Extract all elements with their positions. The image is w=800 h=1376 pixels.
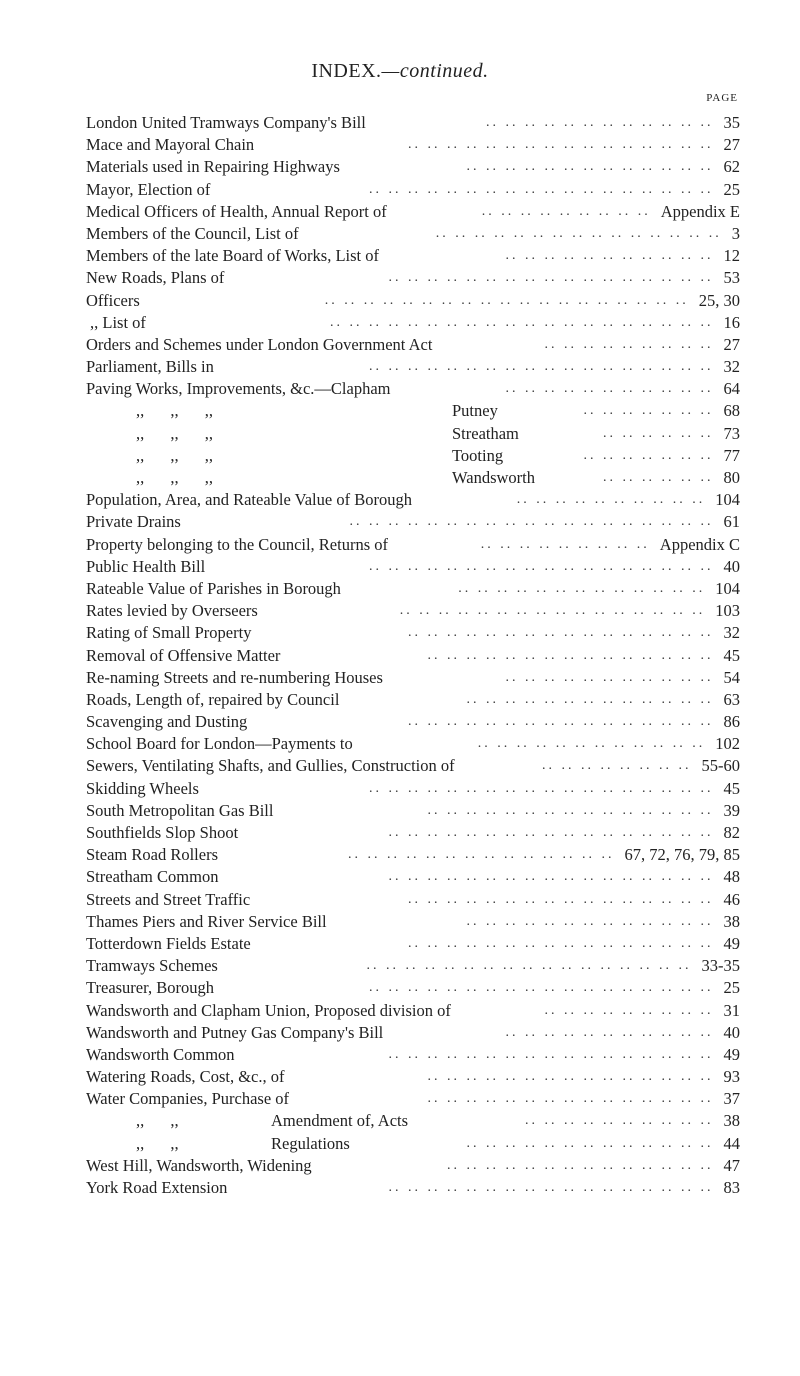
index-entry [86,334,740,356]
index-entry [86,800,740,822]
entry-label: Parliament, Bills in [86,357,214,377]
entry-label: Watering Roads, Cost, &c., of [86,1067,285,1087]
leader-dots: .. .. .. .. .. .. .. .. .. .. .. .. .. .. .. .. .. .. .. .. [330,314,714,330]
leader-dots: .. .. .. .. .. .. .. .. .. .. .. [505,381,714,397]
entry-label: Wandsworth [452,468,535,487]
leader-dots: .. .. .. .. .. .. .. .. .. .. .. .. .. .. .. .. .. [388,825,714,840]
entry-label: Members of the late Board of Works, List of [86,246,380,266]
page-reference: 45 [723,645,740,665]
entry-label: Removal of Offensive Matter [86,645,281,665]
page-reference: 40 [723,556,740,576]
page-reference: 102 [715,734,740,754]
index-entry [86,356,740,378]
index-entry [86,667,740,689]
leader-dots: .. .. .. .. .. .. .. .. .. .. .. .. .. .. .. .. [408,137,714,153]
title-continued: —continued. [381,60,489,82]
entry-label: School Board for London—Payments to [86,734,353,754]
entry-label: Rating of Small Property [86,623,252,643]
page-reference: 25 [723,978,740,998]
entry-label: Skidding Wheels [86,778,199,798]
page-reference: 27 [723,135,740,155]
entry-label: Public Health Bill [86,556,206,576]
leader-dots: .. .. .. .. .. .. .. .. .. [481,203,651,219]
ditto-marks: ,, ,, ,, [136,401,213,421]
page-reference: 61 [723,512,740,532]
leader-dots: .. .. .. .. .. .. .. .. .. .. .. .. .. .. .. [427,647,714,663]
entry-label: Wandsworth and Clapham Union, Proposed division of [86,1000,451,1020]
index-entry [86,1088,740,1110]
entry-label: Water Companies, Purchase of [86,1089,290,1109]
leader-dots: .. .. .. .. .. .. [603,470,714,485]
index-entry [86,423,740,445]
index-entry [86,156,740,178]
page-reference: 64 [723,379,740,399]
index-entry [86,556,740,578]
leader-dots: .. .. .. .. .. .. .. .. .. .. .. [505,669,714,685]
leader-dots: .. .. .. .. .. .. .. .. .. .. .. .. .. .. .. .. .. [366,958,692,974]
page-reference: 73 [723,423,740,443]
leader-dots: .. .. .. .. .. .. .. .. .. [544,336,714,352]
index-entry [86,822,740,844]
entry-label: New Roads, Plans of [86,268,225,288]
leader-dots: .. .. .. .. .. .. .. .. .. .. .. .. .. .. .. .. .. .. [369,780,714,796]
index-entry [86,600,740,622]
page-reference: 46 [723,889,740,909]
leader-dots: .. .. .. .. .. .. .. .. .. [480,536,650,552]
page-column-label: PAGE [706,92,738,104]
page-reference: 25 [723,179,740,199]
page-reference: 45 [723,778,740,798]
index-entry [86,511,740,533]
leader-dots: .. .. .. .. .. .. .. .. .. .. .. .. .. .. .. .. [408,625,714,641]
entry-label: Roads, Length of, repaired by Council [86,689,340,709]
entry-label: Sewers, Ventilating Shafts, and Gullies, Construction of [86,756,455,776]
index-entry [86,645,740,667]
leader-dots: .. .. .. .. .. .. .. .. .. .. .. .. .. .. .. [427,1091,714,1107]
index-entry [86,1177,740,1199]
index-entry [86,844,740,866]
entry-label: Medical Officers of Health, Annual Report of [86,201,387,221]
entry-label: Totterdown Fields Estate [86,933,251,953]
entry-label: Officers [86,290,140,310]
index-entry [86,489,740,511]
entry-label: Streatham [452,423,519,443]
index-entry [86,1022,740,1044]
leader-dots: .. .. .. .. .. .. .. .. .. .. .. [505,248,714,264]
leader-dots: .. .. .. .. .. .. .. .. .. .. .. .. .. .. .. [435,225,722,241]
entry-label: Tramways Schemes [86,956,218,976]
index-entry [86,1155,740,1177]
index-entry [86,955,740,977]
page-reference: 37 [723,1089,740,1109]
entry-label: Southfields Slop Shoot [86,823,239,842]
leader-dots: .. .. .. .. .. .. .. .. [542,758,692,774]
entry-label: Tooting [452,445,504,465]
entry-label: Re-naming Streets and re-numbering Houses [86,667,383,687]
entry-label: York Road Extension [86,1178,228,1197]
leader-dots: .. .. .. .. .. .. .. .. .. .. .. .. [477,736,706,752]
leader-dots: .. .. .. .. .. .. .. .. .. .. .. .. .. .. .. .. .. .. [369,359,714,375]
entry-label: Rateable Value of Parishes in Borough [86,578,341,598]
page-reference: 44 [723,1133,740,1153]
leader-dots: .. .. .. .. .. .. .. .. .. .. .. .. .. .. [447,1157,714,1173]
ditto-marks: ,, ,, [136,1133,179,1153]
entry-label: Wandsworth and Putney Gas Company's Bill [86,1022,384,1042]
entry-label: Orders and Schemes under London Government Act [86,334,433,354]
entry-label: Members of the Council, List of [86,223,299,243]
index-entry [86,778,740,800]
index-entry [86,755,740,777]
index-entry [86,889,740,911]
entry-label: ,, List of [90,312,146,332]
page-reference: 67, 72, 76, 79, 85 [624,845,740,865]
page-reference: 103 [715,601,740,621]
page-reference: 77 [723,445,740,465]
index-entry [86,1000,740,1022]
index-entry [86,400,740,422]
index-entry [86,1133,740,1155]
page-reference: 3 [731,223,740,243]
index-entry [86,112,740,134]
leader-dots: .. .. .. .. .. .. .. [583,447,714,463]
index-entry [86,733,740,755]
index-entry [86,445,740,467]
entry-label: London United Tramways Company's Bill [86,113,366,132]
leader-dots: .. .. .. .. .. .. .. .. .. .. .. .. .. .. .. .. .. [388,1046,714,1062]
page-reference: 104 [715,490,740,510]
leader-dots: .. .. .. .. .. .. .. .. .. .. .. .. .. .. .. .. .. [388,869,714,885]
index-entry [86,134,740,156]
page-reference: 86 [723,712,740,732]
page-reference: 82 [723,823,740,842]
entry-label: Materials used in Repairing Highways [86,157,340,177]
entry-label: Paving Works, Improvements, &c.—Clapham [86,379,391,399]
index-entries [86,112,740,1199]
ditto-marks: ,, ,, ,, [136,445,213,465]
page-reference: 38 [723,1111,740,1131]
index-entry [86,689,740,711]
page-reference: 38 [723,911,740,931]
page-reference: 25, 30 [698,290,740,310]
page-reference: 68 [723,401,740,421]
leader-dots: .. .. .. .. .. .. .. .. .. .. .. .. .. [466,1135,714,1151]
ditto-marks: ,, ,, [136,1111,179,1131]
entry-label: Putney [452,401,498,421]
page-reference: 83 [723,1178,740,1197]
page-reference: 16 [723,312,740,332]
entry-label: Mayor, Election of [86,179,211,199]
index-entry [86,223,740,245]
index-entry [86,977,740,999]
page-reference: 49 [723,933,740,953]
index-entry [86,911,740,933]
leader-dots: .. .. .. .. .. .. .. .. .. .. [525,1113,714,1129]
page-reference: 27 [723,334,740,354]
index-entry [86,245,740,267]
page-reference: 40 [723,1022,740,1042]
page-reference: Appendix E [660,201,740,221]
entry-label: Rates levied by Overseers [86,601,258,621]
index-entry [86,1110,740,1132]
index-entry [86,267,740,289]
page-reference: 32 [723,623,740,643]
leader-dots: .. .. .. .. .. .. .. .. .. .. .. .. .. [458,580,706,596]
page-reference: 62 [723,157,740,177]
page-reference: 47 [723,1155,740,1175]
page-reference: 49 [723,1044,740,1064]
page-reference: 80 [723,468,740,487]
leader-dots: .. .. .. .. .. .. .. .. .. .. .. .. .. .. .. .. .. .. .. [324,292,689,308]
leader-dots: .. .. .. .. .. .. .. .. .. .. .. .. .. .. .. [427,1069,714,1085]
leader-dots: .. .. .. .. .. .. .. .. .. .. [516,492,706,508]
ditto-marks: ,, ,, ,, [136,468,213,487]
entry-label: South Metropolitan Gas Bill [86,800,274,820]
index-entry [86,578,740,600]
leader-dots: .. .. .. .. .. .. .. .. .. .. .. .. .. .. .. .. .. .. .. [349,514,714,530]
entry-label: Treasurer, Borough [86,978,214,998]
page-reference: 31 [723,1000,740,1020]
entry-label: Scavenging and Dusting [86,712,248,732]
leader-dots: .. .. .. .. .. .. .. .. .. .. .. .. .. .. .. [427,802,714,818]
index-entry [86,866,740,888]
leader-dots: .. .. .. .. .. .. .. .. .. .. .. .. .. [466,913,714,929]
leader-dots: .. .. .. .. .. .. .. .. .. .. .. .. .. .. .. .. [399,603,706,619]
leader-dots: .. .. .. .. .. .. .. .. .. .. .. .. .. .. [348,847,615,863]
page-reference: 35 [723,113,740,132]
entry-label: Mace and Mayoral Chain [86,135,255,155]
index-entry [86,534,740,556]
leader-dots: .. .. .. .. .. .. .. .. .. .. .. .. .. .. .. .. .. .. [369,558,714,574]
entry-label: West Hill, Wandsworth, Widening [86,1155,312,1175]
entry-label: Property belonging to the Council, Returns of [86,534,389,554]
entry-label: Wandsworth Common [86,1044,235,1064]
page-reference: 33-35 [701,956,740,976]
index-entry [86,622,740,644]
leader-dots: .. .. .. .. .. .. .. .. .. .. .. .. .. [466,159,714,175]
leader-dots: .. .. .. .. .. .. .. .. .. .. .. .. [486,115,714,130]
leader-dots: .. .. .. .. .. .. .. .. .. [544,1002,714,1018]
page-title [0,60,800,83]
page-reference: 12 [723,246,740,266]
entry-label: Regulations [271,1133,350,1153]
index-entry [86,378,740,400]
entry-label: Streatham Common [86,867,219,887]
index-entry [86,1066,740,1088]
entry-label: Thames Piers and River Service Bill [86,911,327,931]
index-entry [86,1044,740,1066]
leader-dots: .. .. .. .. .. .. .. .. .. .. .. .. .. .. .. .. [408,714,714,730]
entry-label: Population, Area, and Rateable Value of Borough [86,490,412,510]
page-reference: 55-60 [701,756,740,776]
leader-dots: .. .. .. .. .. .. .. .. .. .. .. .. .. .. .. .. [408,935,714,951]
page-reference: 54 [723,667,740,687]
page-reference: 93 [723,1067,740,1087]
page-reference: 63 [723,689,740,709]
index-entry [86,290,740,312]
leader-dots: .. .. .. .. .. .. .. [583,403,714,419]
leader-dots: .. .. .. .. .. .. .. .. .. .. .. .. .. [466,691,714,707]
leader-dots: .. .. .. .. .. .. .. .. .. .. .. .. .. .. .. .. .. .. [369,980,714,996]
index-entry [86,933,740,955]
entry-label: Steam Road Rollers [86,845,218,865]
index-entry [86,467,740,489]
index-entry [86,201,740,223]
index-entry [86,312,740,334]
page-reference: 104 [715,578,740,598]
entry-label: Private Drains [86,512,181,532]
page-reference: 53 [723,268,740,288]
index-entry [86,711,740,733]
leader-dots: .. .. .. .. .. .. .. .. .. .. .. .. .. .. .. .. .. .. [369,181,714,197]
leader-dots: .. .. .. .. .. .. .. .. .. .. .. .. .. .. .. .. .. [388,270,714,286]
page-reference: 32 [723,357,740,377]
entry-label: Amendment of, Acts [271,1111,409,1131]
leader-dots: .. .. .. .. .. .. .. .. .. .. .. .. .. .. .. .. .. [388,1180,714,1195]
index-entry [86,179,740,201]
page-reference: 39 [723,800,740,820]
entry-label: Streets and Street Traffic [86,889,251,909]
ditto-marks: ,, ,, ,, [136,423,213,443]
page-reference: 48 [723,867,740,887]
leader-dots: .. .. .. .. .. .. [603,425,714,441]
leader-dots: .. .. .. .. .. .. .. .. .. .. .. .. .. .. .. .. [408,891,714,907]
title-main: INDEX. [311,60,382,82]
leader-dots: .. .. .. .. .. .. .. .. .. .. .. [505,1024,714,1040]
page-reference: Appendix C [659,534,740,554]
